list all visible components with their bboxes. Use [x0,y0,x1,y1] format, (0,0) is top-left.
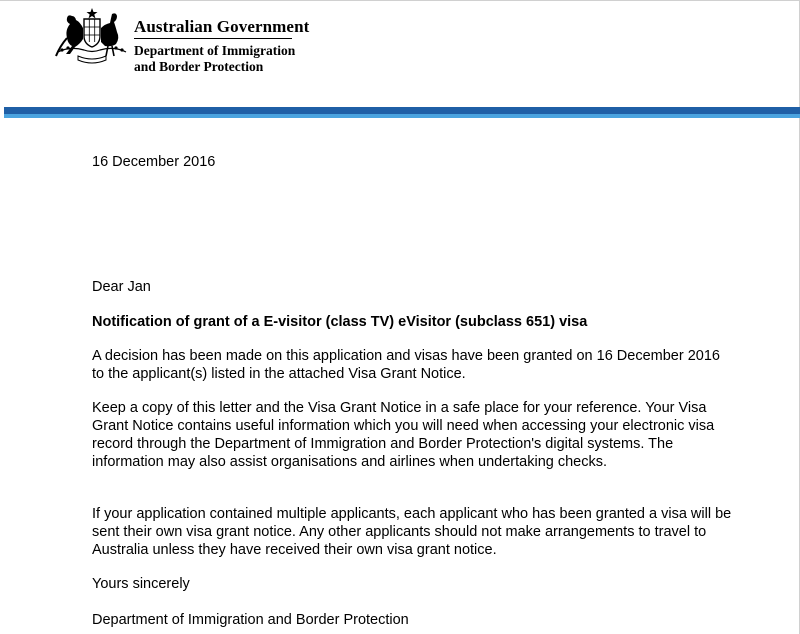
paragraph-multiple-applicants: If your application contained multiple applicants, each applicant who has been granted a visa will be sent their own visa grant notice. Any other applicants should not make arrangements to travel to Australia unless they have received their own visa grant notice. [92,506,732,558]
letter-subject: Notification of grant of a E-visitor (class TV) eVisitor (subclass 651) visa [92,314,588,330]
header-colour-band [4,107,800,118]
paragraph-keep-copy: Keep a copy of this letter and the Visa Grant Notice in a safe place for your reference. Your Visa Grant Notice contains useful information which you will need when accessing your electronic visa record through the Department of Immigration and Border Protection's digital systems. The information may also assist organisations and airlines when undertaking checks. [92,400,715,470]
department-name-line1: Department of Immigration [134,43,296,58]
salutation: Dear Jan [92,279,151,295]
closing: Yours sincerely [92,576,190,592]
signature: Department of Immigration and Border Protection [92,612,409,628]
coat-of-arms-icon [50,6,134,66]
branding-divider [134,38,292,39]
paragraph-decision: A decision has been made on this application and visas have been granted on 16 December 2016 to the applicant(s) listed in the attached Visa Grant Notice. [92,348,720,382]
band-light-stripe [4,114,800,118]
department-name-line2: and Border Protection [134,58,264,74]
page-top-border [0,0,800,1]
government-name: Australian Government [134,17,310,36]
letter-date: 16 December 2016 [92,154,216,170]
government-branding [134,18,309,74]
band-dark-stripe [4,107,800,114]
